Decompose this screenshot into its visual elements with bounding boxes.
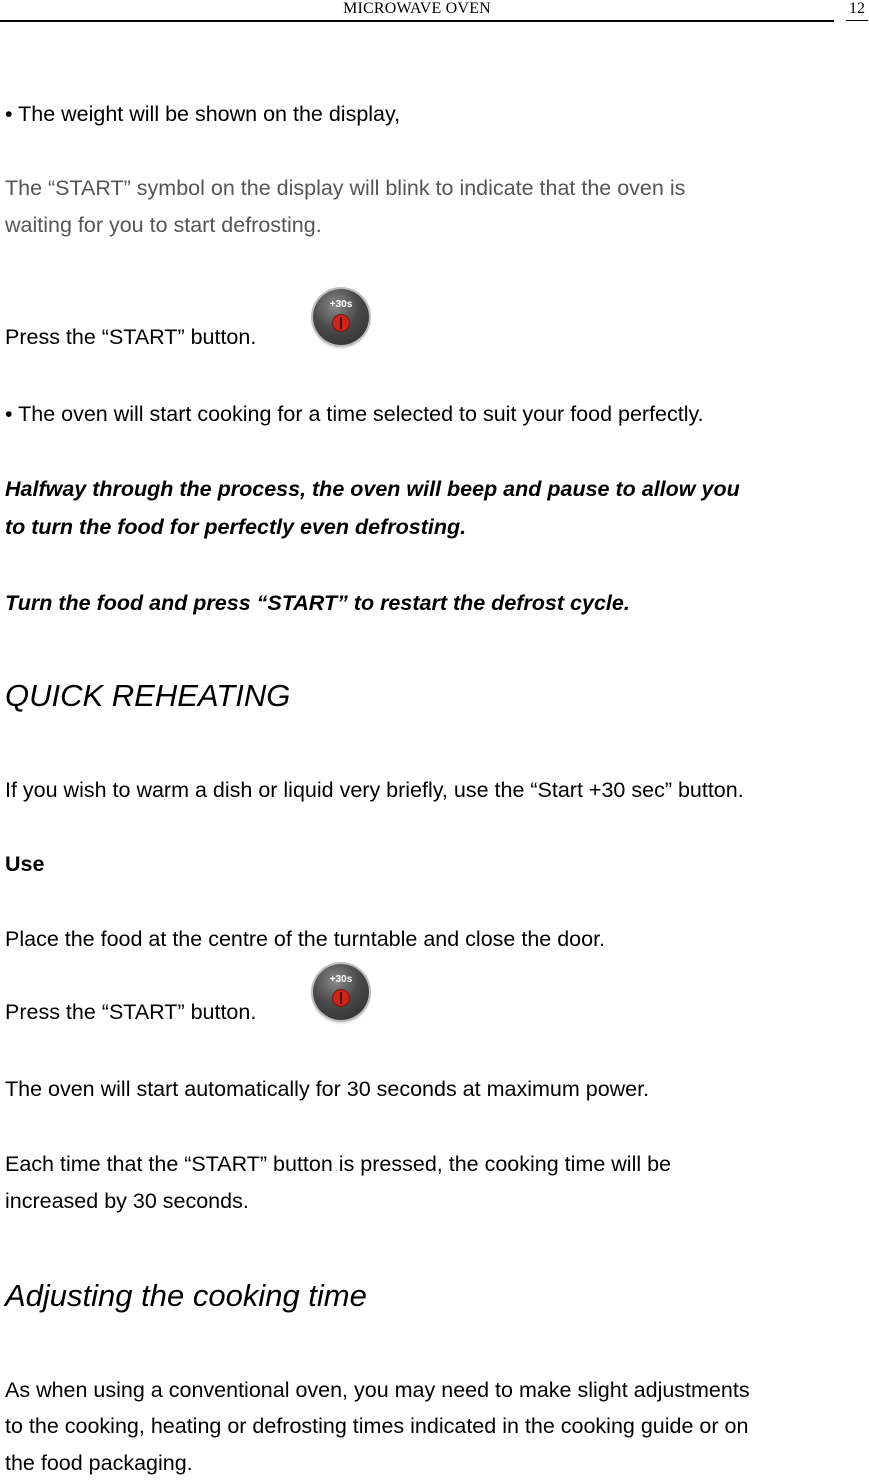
use-label: Use (5, 852, 45, 876)
start-30s-button-icon (313, 289, 369, 345)
start-blink-text-line1: The “START” symbol on the display will blink to indicate that the oven is (5, 176, 686, 200)
start-blink-text-line2: waiting for you to start defrosting. (5, 213, 322, 237)
weight-display-text: • The weight will be shown on the display, (5, 102, 401, 126)
power-icon-2 (332, 989, 350, 1007)
auto-start-text: The oven will start automatically for 30 seconds at maximum power. (5, 1077, 650, 1101)
press-start-text: Press the “START” button. (5, 325, 257, 349)
each-time-text-line2: increased by 30 seconds. (5, 1189, 249, 1213)
button-label-2: +30s (329, 974, 353, 985)
oven-start-cooking-text: • The oven will start cooking for a time selected to suit your food perfectly. (5, 402, 704, 426)
page-number: 12 (849, 0, 865, 17)
page-number-rule (846, 20, 868, 21)
header-title: MICROWAVE OVEN (343, 0, 491, 17)
button-label: +30s (329, 299, 353, 310)
conventional-oven-text-line3: the food packaging. (5, 1451, 193, 1475)
header-rule (0, 20, 834, 22)
press-start-text-2: Press the “START” button. (5, 1000, 257, 1024)
quick-reheating-heading: QUICK REHEATING (5, 678, 291, 713)
start-30s-button-icon-2 (313, 964, 369, 1020)
conventional-oven-text-line2: to the cooking, heating or defrosting times indicated in the cooking guide or on (5, 1414, 749, 1438)
each-time-text-line1: Each time that the “START” button is pressed, the cooking time will be (5, 1152, 672, 1176)
halfway-text-line2: to turn the food for perfectly even defrosting. (5, 515, 467, 539)
place-food-text: Place the food at the centre of the turntable and close the door. (5, 927, 606, 951)
conventional-oven-text-line1: As when using a conventional oven, you may need to make slight adjustments (5, 1378, 750, 1402)
warm-briefly-text: If you wish to warm a dish or liquid very briefly, use the “Start +30 sec” button. (5, 778, 744, 802)
turn-food-text: Turn the food and press “START” to restart the defrost cycle. (5, 591, 630, 615)
adjusting-cooking-time-heading: Adjusting the cooking time (5, 1278, 367, 1313)
power-icon (332, 314, 350, 332)
halfway-text-line1: Halfway through the process, the oven will beep and pause to allow you (5, 477, 740, 501)
